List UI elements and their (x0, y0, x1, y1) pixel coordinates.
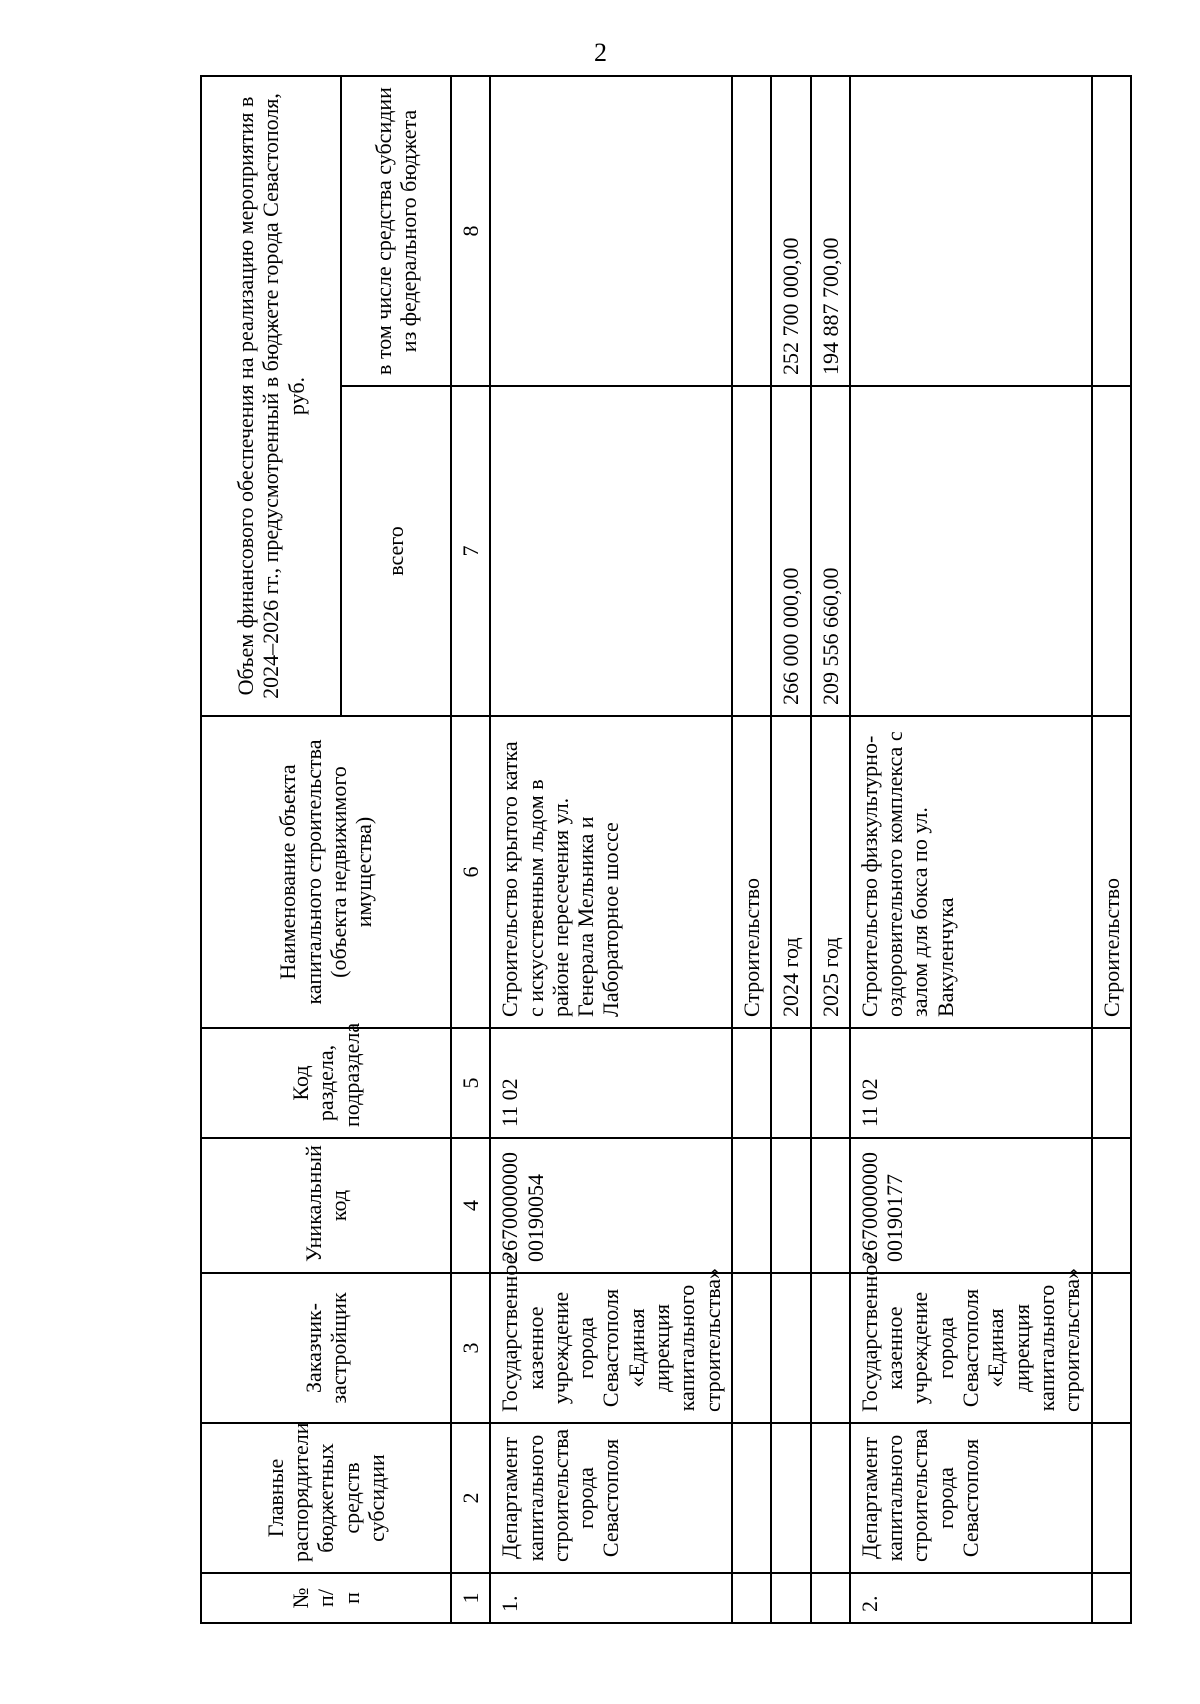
row-section-code: 11 02 (850, 1028, 1092, 1138)
subrow-label: 2024 год (771, 716, 810, 1028)
subrow-federal (732, 76, 771, 386)
header-total: всего (341, 386, 451, 716)
col-number-4: 4 (451, 1138, 490, 1273)
subrow-label: Строительство (732, 716, 771, 1028)
header-object-name: Наименование объекта капитального строительства (объекта недвижимого имущества) (201, 716, 451, 1028)
row-num: 1. (490, 1573, 732, 1623)
col-number-2: 2 (451, 1423, 490, 1573)
header-section-code: Код раздела, подраздела (201, 1028, 451, 1138)
rotated-table-container (200, 77, 1124, 1624)
row-federal (850, 76, 1092, 386)
subrow-total: 266 000 000,00 (771, 386, 810, 716)
row-customer: Государственное казенное учреждение города Севастополя «Единая дирекция капитального строительства» (490, 1273, 732, 1423)
header-unique-code: Уникальный код (201, 1138, 451, 1273)
col-number-6: 6 (451, 716, 490, 1028)
row-num: 2. (850, 1573, 1092, 1623)
subsidy-table (200, 75, 1132, 1624)
subrow-total (1092, 386, 1131, 716)
col-number-5: 5 (451, 1028, 490, 1138)
subrow-federal (1092, 76, 1131, 386)
col-number-1: 1 (451, 1573, 490, 1623)
subrow-label: 2025 год (811, 716, 850, 1028)
table-row (732, 76, 771, 1623)
header-distributor: Главные распорядители бюджетных средств субсидии (201, 1423, 451, 1573)
subrow-total (732, 386, 771, 716)
subrow-federal: 194 887 700,00 (811, 76, 850, 386)
row-unique-code: 2670000000 00190177 (850, 1138, 1092, 1273)
header-customer: Заказчик-застройщик (201, 1273, 451, 1423)
row-distributor: Департамент капитального строительства города Севастополя (490, 1423, 732, 1573)
row-distributor: Департамент капитального строительства города Севастополя (850, 1423, 1092, 1573)
header-num: № п/п (201, 1573, 451, 1623)
subrow-label: Строительство (1092, 716, 1131, 1028)
col-number-7: 7 (451, 386, 490, 716)
col-number-3: 3 (451, 1273, 490, 1423)
row-unique-code: 2670000000 00190054 (490, 1138, 732, 1273)
table-row (771, 76, 810, 1623)
table-row (490, 76, 732, 1623)
subrow-federal: 252 700 000,00 (771, 76, 810, 386)
row-object-name: Строительство крытого катка с искусственным льдом в районе пересечения ул. Генерала Мельника и Лабораторное шоссе (490, 716, 732, 1028)
table-row (1092, 76, 1131, 1623)
table-row (850, 76, 1092, 1623)
table-row (811, 76, 850, 1623)
row-section-code: 11 02 (490, 1028, 732, 1138)
col-number-8: 8 (451, 76, 490, 386)
row-customer: Государственное казенное учреждение города Севастополя «Единая дирекция капитального строительства» (850, 1273, 1092, 1423)
row-federal (490, 76, 732, 386)
row-object-name: Строительство физкультурно-оздоровительного комплекса с залом для бокса по ул. Вакуленчука (850, 716, 1092, 1028)
row-total (850, 386, 1092, 716)
subrow-total: 209 556 660,00 (811, 386, 850, 716)
row-total (490, 386, 732, 716)
page-number: 2 (594, 38, 607, 67)
header-funding-volume: Объем финансового обеспечения на реализацию мероприятия в 2024–2026 гг., предусмотренный в бюджете города Севастополя, руб. (201, 76, 341, 716)
header-federal: в том числе средства субсидии из федерального бюджета (341, 76, 451, 386)
